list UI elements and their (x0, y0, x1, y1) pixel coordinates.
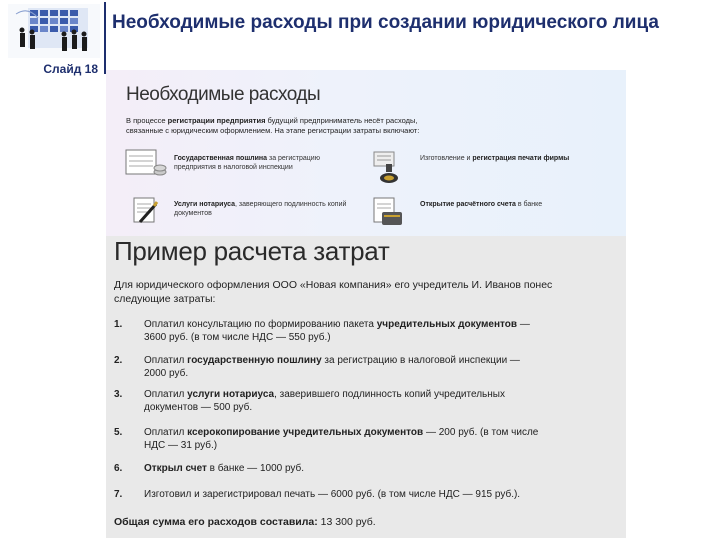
documents-coins-icon (124, 148, 168, 180)
cost-example-title: Пример расчета затрат (114, 236, 390, 266)
expenses-panel (106, 70, 626, 236)
expenses-panel-title: Необходимые расходы (126, 84, 321, 105)
stamp-icon (372, 150, 404, 186)
page-title: Необходимые расходы при создании юридического лица (112, 12, 659, 33)
people-grid-logo-icon (8, 4, 100, 58)
bank-card-icon (372, 196, 404, 230)
slide-number: Слайд 18 (43, 62, 98, 76)
expense-item-stamp: Изготовление и регистрация печати фирмы (420, 155, 570, 162)
company-logo (8, 4, 100, 58)
expense-item-bank-account: Открытие расчётного счета в банке (420, 201, 543, 208)
cost-example-intro: Для юридического оформления ООО «Новая компания» его учредитель И. Иванов понес следующие затраты: (114, 279, 553, 305)
header-divider (104, 2, 106, 74)
expense-item-notary: Услуги нотариуса, заверяющего подлинность копий документов (174, 201, 347, 217)
total-cost: Общая сумма его расходов составила: 13 300 руб. (114, 516, 376, 528)
expense-item-state-fee: Государственная пошлина за регистрацию предприятия в налоговой инспекции (174, 155, 320, 171)
expenses-intro: В процессе регистрации предприятия будущий предприниматель несёт расходы, связанные с юридическим оформлением. На этапе регистрации затраты включают: (126, 116, 420, 135)
cost-example-panel: Пример расчета затрат Для юридического оформления ООО «Новая компания» его учредитель И. Иванов понес следующие затраты: 1. Оплатил консультацию по формированию пакета учредительных документов — 3600 руб. (в том числе НДС — 550 руб.) 2. Оплатил государственную пошлину за регистрацию в налоговой инспекции — 2000 руб. 3. Оплатил услуги нотариуса, заверившего подлинность копий учредительных документов — 500 руб. 5. Оплатил ксерокопирование учредительных документов — 200 руб. (в том числе НДС — 31 руб.) 6. Открыл счет в банке — 1000 руб. 7. Изготовил и зарегистрировал печать — 6000 руб. (в том числе НДС — 915 руб.). Общая сумма его расходов составила: 13 300 руб. (106, 236, 626, 538)
notary-pen-icon (132, 196, 160, 226)
